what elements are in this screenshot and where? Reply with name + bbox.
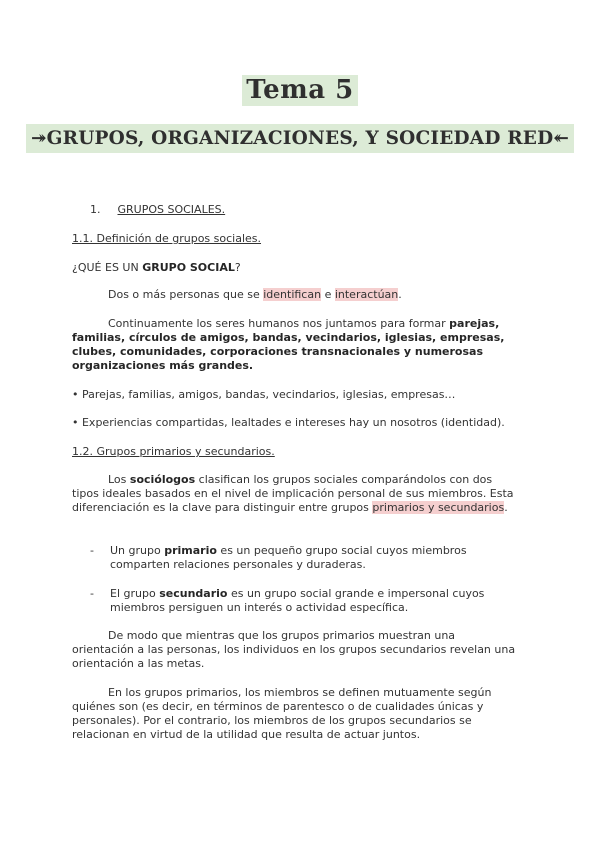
title-line-2 (0, 124, 600, 153)
paragraph-groups (72, 317, 520, 373)
dash-bold: secundario (159, 587, 228, 600)
bullet-2: • Experiencias compartidas, lealtades e intereses hay un nosotros (identidad). (72, 416, 505, 429)
tema-title: Tema 5 (242, 75, 357, 106)
section-title: GRUPOS SOCIALES. (117, 203, 226, 216)
dash-marker: - (90, 587, 94, 600)
paragraph-sociologos (72, 473, 520, 515)
paragraph-definition (72, 288, 532, 302)
p2-pre: Continuamente los seres humanos nos juntamos para formar (108, 317, 450, 330)
title-line-1 (0, 75, 600, 106)
dash-text (110, 544, 495, 572)
chapter-title: ↠GRUPOS, ORGANIZACIONES, Y SOCIEDAD RED↞ (26, 124, 574, 153)
highlight-identifican: identifican (263, 288, 322, 301)
subsection-title: 1.2. Grupos primarios y secundarios. (72, 445, 275, 458)
section-number: 1. (90, 203, 101, 216)
highlight-primarios-secundarios: primarios y secundarios (372, 501, 505, 514)
question-post: ? (234, 261, 241, 274)
dash-text (110, 587, 495, 615)
p3-post: . (504, 501, 508, 514)
dash-marker: - (90, 544, 94, 557)
question-bold: GRUPO SOCIAL (142, 261, 235, 274)
bullet-1: • Parejas, familias, amigos, bandas, vecindarios, iglesias, empresas… (72, 388, 456, 401)
p1-mid: e (321, 288, 335, 301)
dash-bold: primario (164, 544, 217, 557)
p2-bold: parejas, familias, círculos de amigos, bandas, vecindarios, iglesias, empresas, clubes, comunidades, corporaciones transnacionales y numerosas organizaciones más grandes. (72, 317, 505, 372)
section-1-heading (90, 203, 550, 217)
dash-pre: Un grupo (110, 544, 165, 557)
highlight-interactuan: interactúan (334, 288, 399, 301)
question-line (72, 261, 532, 275)
dash-pre: El grupo (110, 587, 160, 600)
p1-post: . (398, 288, 402, 301)
p3-pre: Los (108, 473, 130, 486)
subsection-1-1-heading (72, 232, 532, 246)
dash-post: es un pequeño grupo social cuyos miembros comparten relaciones personales y duraderas. (110, 544, 467, 571)
subsection-title: 1.1. Definición de grupos sociales. (72, 232, 262, 245)
dash-post: es un grupo social grande e impersonal cuyos miembros persiguen un interés o actividad específica. (110, 587, 485, 614)
p3-mid: clasifican los grupos sociales comparándolos con dos tipos ideales basados en el nivel de implicación personal de sus miembros. Esta diferenciación es la clave para distinguir entre grupos (72, 473, 514, 514)
subsection-1-2-heading (72, 445, 532, 459)
paragraph-orientacion: De modo que mientras que los grupos primarios muestran una orientación a las personas, los individuos en los grupos secundarios revelan una orientación a las metas. (72, 629, 516, 670)
paragraph-miembros: En los grupos primarios, los miembros se definen mutuamente según quiénes son (es decir, en términos de parentesco o de cualidades únicas y personales). Por el contrario, los miembros de los grupos secundarios se relacionan en virtud de la utilidad que resulta de actuar juntos. (72, 686, 492, 741)
p3-bold: sociólogos (129, 473, 196, 486)
p1-pre: Dos o más personas que se (108, 288, 264, 301)
question-pre: ¿QUÉ ES UN (72, 261, 143, 274)
